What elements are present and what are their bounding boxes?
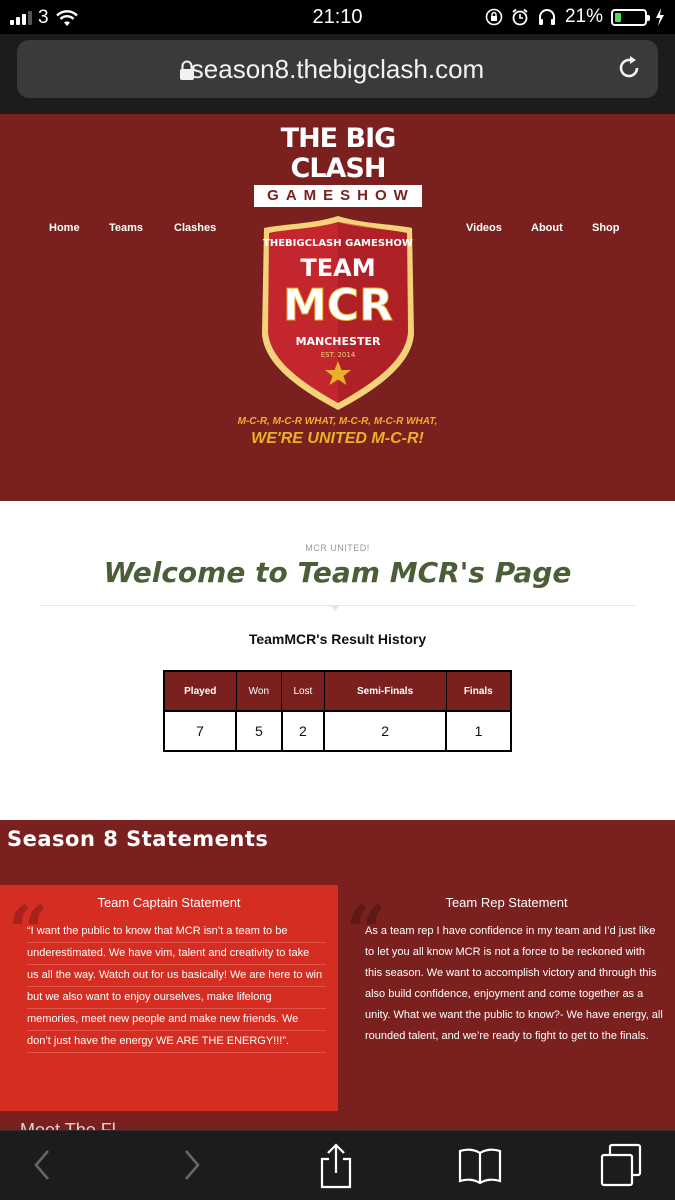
nav-shop[interactable]: Shop bbox=[592, 222, 620, 234]
divider-notch bbox=[330, 605, 340, 611]
chant-line-1: M-C-R, M-C-R WHAT, M-C-R, M-C-R WHAT, bbox=[237, 416, 438, 427]
crest-team-text: TEAM bbox=[300, 254, 376, 282]
battery-percent: 21% bbox=[564, 6, 603, 27]
status-right bbox=[485, 6, 665, 28]
header-played: Played bbox=[164, 671, 236, 711]
rep-statement-text: As a team rep I have confidence in my team and I’d just like to let you all know MCR is not a force to be reckoned with this season. We want to accomplish victory and through this also build confidence, enjoyment and come together as a unity. What we want the public to know?- We have energy, all rounded talent, and we’re ready to fight to get to the finals. bbox=[365, 925, 663, 1042]
captain-statement-line: memories, meet new people and make new friends. We bbox=[27, 1009, 326, 1031]
statements-section bbox=[0, 820, 675, 1130]
captain-statement-title: Team Captain Statement bbox=[97, 895, 241, 910]
alarm-icon bbox=[511, 8, 529, 26]
status-bar bbox=[0, 0, 675, 34]
tabs-icon[interactable] bbox=[600, 1143, 644, 1187]
nav-teams[interactable]: Teams bbox=[109, 222, 144, 234]
status-time: 21:10 bbox=[312, 6, 363, 28]
address-bar[interactable] bbox=[17, 40, 658, 98]
battery-icon bbox=[611, 9, 647, 26]
captain-statement-card bbox=[0, 885, 338, 1111]
captain-statement-line: us all the way. Watch out for us basically! We are here to win bbox=[27, 965, 326, 987]
captain-statement-line: “I want the public to know that MCR isn’t a team to be bbox=[27, 921, 326, 943]
quote-icon: “ bbox=[8, 890, 49, 973]
site-logo[interactable] bbox=[254, 124, 422, 207]
browser-toolbar bbox=[0, 34, 675, 114]
table-row bbox=[164, 711, 511, 751]
orientation-lock-icon bbox=[485, 8, 503, 26]
team-crest bbox=[258, 214, 418, 414]
crest-city-text: MANCHESTER bbox=[295, 335, 381, 348]
logo-title: THE BIG CLASH bbox=[280, 123, 396, 184]
result-history-title: TeamMCR's Result History bbox=[248, 631, 427, 647]
rep-statement-card bbox=[338, 885, 675, 1111]
header-won: Won bbox=[236, 671, 282, 711]
page-title: Welcome to Team MCR's Page bbox=[103, 556, 572, 589]
chant-line-2: WE'RE UNITED M-C-R! bbox=[251, 430, 424, 447]
captain-statement-line: but we also want to enjoy ourselves, make lifelong bbox=[27, 987, 326, 1009]
value-won: 5 bbox=[236, 711, 282, 751]
table-header-row bbox=[164, 671, 511, 711]
site-header bbox=[0, 114, 675, 501]
value-played: 7 bbox=[164, 711, 236, 751]
nav-videos[interactable]: Videos bbox=[466, 222, 502, 234]
crest-top-text: THEBIGCLASH GAMESHOW bbox=[263, 238, 413, 249]
captain-statement-line: don’t just have the energy WE ARE THE ENERGY!!!”. bbox=[27, 1031, 326, 1053]
charging-bolt-icon bbox=[655, 8, 665, 26]
header-lost: Lost bbox=[282, 671, 324, 711]
header-finals: Finals bbox=[446, 671, 511, 711]
nav-about[interactable]: About bbox=[531, 222, 563, 234]
crest-est-text: EST. 2014 bbox=[320, 351, 356, 359]
section-kicker: MCR UNITED! bbox=[305, 543, 370, 553]
crest-name-text: MCR bbox=[283, 280, 393, 331]
value-lost: 2 bbox=[282, 711, 324, 751]
value-finals: 1 bbox=[446, 711, 511, 751]
back-icon[interactable] bbox=[30, 1143, 56, 1187]
statements-heading: Season 8 Statements bbox=[7, 827, 269, 851]
result-history-table bbox=[163, 670, 512, 752]
bookmarks-icon[interactable] bbox=[458, 1143, 502, 1187]
logo-subtitle: GAMESHOW bbox=[254, 185, 422, 207]
rep-statement-title: Team Rep Statement bbox=[445, 895, 568, 910]
nav-home[interactable]: Home bbox=[49, 222, 80, 234]
carrier-label: 3 bbox=[38, 7, 49, 28]
header-semi-finals: Semi-Finals bbox=[324, 671, 446, 711]
url-text: season8.thebigclash.com bbox=[190, 54, 485, 84]
browser-bottom-toolbar bbox=[0, 1130, 675, 1200]
reload-icon[interactable] bbox=[614, 53, 644, 83]
value-semi-finals: 2 bbox=[324, 711, 446, 751]
nav-clashes[interactable]: Clashes bbox=[174, 222, 217, 234]
captain-statement-text bbox=[27, 921, 326, 1053]
share-icon[interactable] bbox=[316, 1143, 356, 1189]
captain-statement-line: underestimated. We have vim, talent and creativity to take bbox=[27, 943, 326, 965]
forward-icon[interactable] bbox=[178, 1143, 204, 1187]
headphones-icon bbox=[537, 8, 557, 26]
quote-icon: “ bbox=[346, 890, 387, 973]
